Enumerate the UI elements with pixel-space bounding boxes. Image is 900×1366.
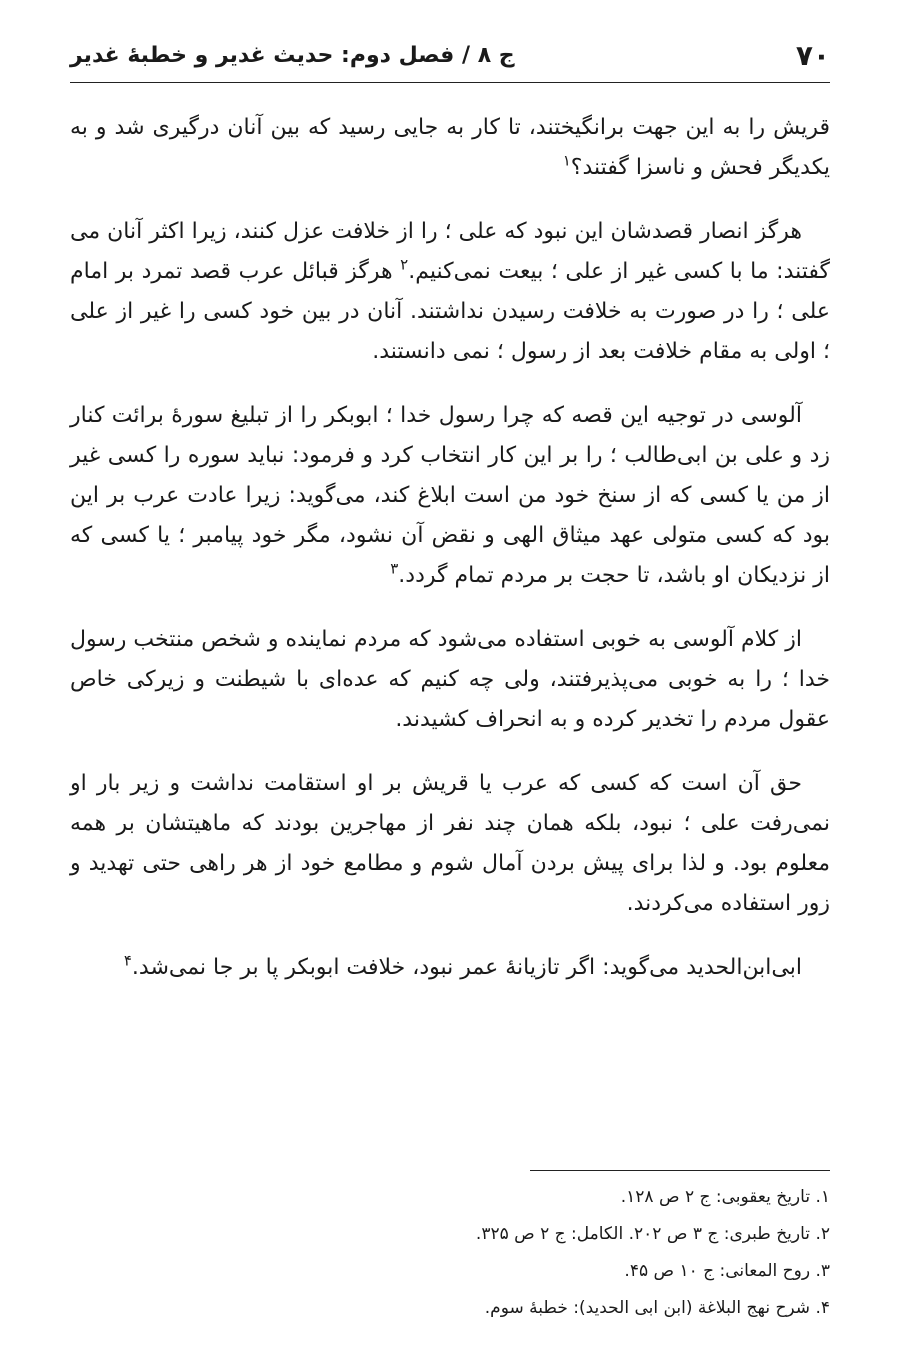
footnotes [70, 1182, 830, 1330]
paragraph-3: آلوسی در توجیه این قصه که چرا رسول خدا ؛ ابوبکر را از تبلیغ سورهٔ برائت کنار زد و علی بن ابی‌طالب ؛ را بر این کار انتخاب کرد و فرمود: نباید سوره را کسی غیر از من یا کسی که از سنخ خود من است ابلاغ کند، می‌گوید: زیرا عادت عرب بر این بود که کسی متولی عهد میثاق الهی و نقض آن نشود، مگر خود پیامبر ؛ یا کسی که از نزدیکان او باشد، تا حجت بر مردم تمام گردد.$^۳$ [70, 403, 830, 588]
page-header [70, 34, 830, 76]
header-divider [70, 82, 830, 83]
running-title: ج ۸ / فصل دوم: حدیث غدیر و خطبهٔ غدیر [70, 42, 515, 68]
footnote-divider [530, 1170, 830, 1171]
footnote-2: ۲. تاریخ طبری: ج ۳ ص ۲۰۲. الکامل: ج ۲ ص ۳۲۵. [475, 1224, 830, 1244]
footnote-ref-1: ۱ [562, 151, 571, 170]
paragraph-6: ابی‌ابن‌الحدید می‌گوید: اگر تازیانهٔ عمر نبود، خلافت ابوبکر پا بر جا نمی‌شد.$^۴$ [123, 951, 802, 980]
paragraph-2: هرگز انصار قصدشان این نبود که علی ؛ را از خلافت عزل کنند، زیرا اکثر آنان می گفتند: ما با کسی غیر از علی ؛ بیعت نمی‌کنیم.$^۲$ هرگز قبائل عرب قصد تمرد بر امام علی ؛ را در صورت به خلافت رسیدن نداشتند. آنان در بین خود کسی را غیر از علی ؛ اولی به مقام خلافت بعد از رسول ؛ نمی دانستند. [70, 219, 830, 364]
footnote-ref-4: ۴ [123, 951, 132, 970]
footnote-4: ۴. شرح نهج البلاغة (ابن ابی الحدید): خطبهٔ سوم. [484, 1298, 830, 1318]
paragraph-1: قریش را به این جهت برانگیختند، تا کار به جایی رسید که بین آنان درگیری شد و به یکدیگر فحش و ناسزا گفتند؟$^۱$ [70, 115, 830, 180]
paragraph-5: حق آن است که کسی که عرب یا قریش بر او استقامت نداشت و زیر بار او نمی‌رفت علی ؛ نبود، بلکه همان چند نفر از مهاجرین بودند که ماهیتشان بر همه معلوم بود. و لذا برای پیش بردن آمال شوم و مطامع خود از هر راهی حتی تهدید و زور استفاده می‌کردند. [70, 771, 830, 916]
footnote-ref-3: ۳ [390, 559, 399, 578]
body-text [70, 108, 830, 1012]
footnote-ref-2: ۲ [400, 255, 409, 274]
page-number: ۷۰ [795, 38, 830, 72]
footnote-3: ۳. روح المعانی: ج ۱۰ ص ۴۵. [624, 1261, 830, 1281]
footnote-1: ۱. تاریخ یعقوبی: ج ۲ ص ۱۲۸. [620, 1187, 830, 1207]
paragraph-4: از کلام آلوسی به خوبی استفاده می‌شود که مردم نماینده و شخص منتخب رسول خدا ؛ را به خوبی می‌پذیرفتند، ولی چه کنیم که عده‌ای با شیطنت و زیرکی خاص عقول مردم را تخدیر کرده و به انحراف کشیدند. [70, 627, 830, 732]
